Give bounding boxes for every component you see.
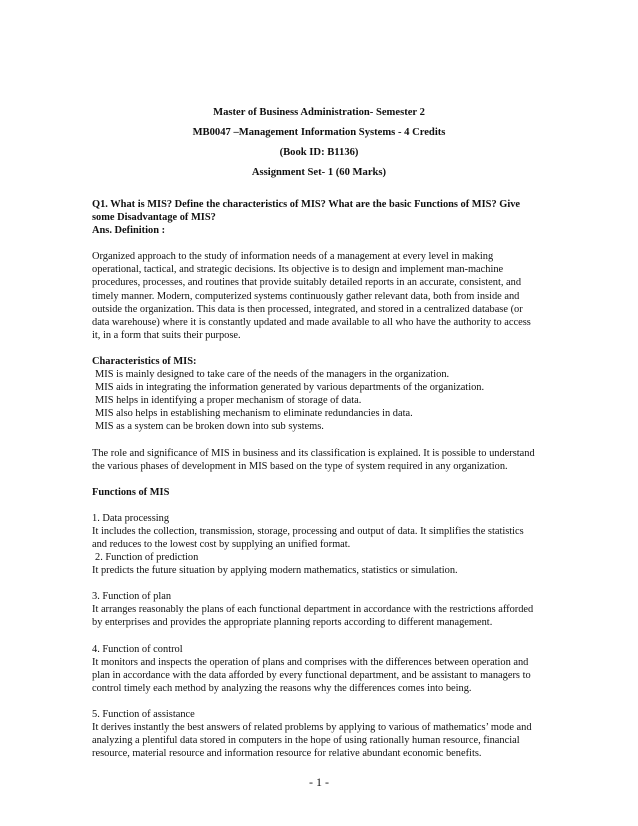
assignment-title: Assignment Set- 1 (60 Marks) [251, 167, 387, 178]
characteristics-section [92, 355, 547, 434]
paragraph-line: it, in a form that suits their purpose. [92, 329, 241, 341]
paragraph-line: It monitors and inspects the operation of plans and comprises with the differences between operation and [92, 656, 529, 668]
function-title: 4. Function of control [92, 643, 183, 655]
document-header [0, 103, 638, 183]
paragraph-line: It arranges reasonably the plans of each functional department in accordance with the restrictions afforded [92, 604, 534, 616]
role-paragraph [92, 447, 547, 473]
paragraph-line: the various phases of development in MIS based on the type of system required in any organization. [92, 460, 508, 472]
function-control [92, 643, 547, 695]
section-heading: Characteristics of MIS: [92, 355, 197, 367]
function-plan [92, 590, 547, 629]
paragraph-line: outside the organization. This data is then processed, integrated, and stored in a centralized database (or [92, 303, 523, 315]
paragraph-line: Organized approach to the study of information needs of a management at every level in making [92, 251, 494, 263]
paragraph-line: procedures, processes, and routines that provide suitably detailed reports in an accurate, consistent, and [92, 277, 522, 289]
paragraph-line: control timely each method by analyzing the reasons why the differences comes into being. [92, 682, 472, 694]
list-item: MIS aids in integrating the information generated by various departments of the organization. [95, 382, 485, 394]
paragraph-line: The role and significance of MIS in business and its classification is explained. It is possible to understand [92, 447, 535, 459]
question-line: some Disadvantage of MIS? [92, 212, 216, 224]
question-line: Q1. What is MIS? Define the characteristics of MIS? What are the basic Functions of MIS? Give [92, 199, 521, 210]
paragraph-line: It predicts the future situation by applying modern mathematics, statistics or simulation. [92, 565, 458, 577]
document-body [92, 198, 547, 773]
function-assistance [92, 708, 547, 760]
list-item: MIS is mainly designed to take care of the needs of the managers in the organization. [95, 369, 450, 381]
program-title: Master of Business Administration- Semester 2 [213, 107, 425, 118]
paragraph-line: It includes the collection, transmission, storage, processing and output of data. It simplifies the statistics [92, 525, 524, 537]
course-title: MB0047 –Management Information Systems - 4 Credits [192, 127, 446, 138]
paragraph-line: It derives instantly the best answers of related problems by applying to various of mathematics’ mode and [92, 722, 532, 733]
definition-paragraph [92, 250, 547, 342]
paragraph-line: by enterprises and provides the appropriate planning reports according to different management. [92, 617, 493, 629]
paragraph-line: resource, material resource and information resource for relative abundant economic benefits. [92, 748, 482, 760]
paragraph-line: plan in accordance with the data afforded by every functional department, and be assistant to managers to [92, 669, 531, 681]
paragraph-line: operational, tactical, and strategic decisions. Its objective is to design and implement man-machine [92, 264, 504, 276]
list-item: MIS as a system can be broken down into sub systems. [95, 421, 324, 433]
function-title: 2. Function of prediction [95, 552, 199, 564]
function-title: 3. Function of plan [92, 591, 172, 603]
paragraph-line: data warehouse) where it is constantly updated and made available to all who have the authority to access [92, 316, 531, 328]
function-title: 5. Function of assistance [92, 708, 195, 720]
answer-label: Ans. Definition : [92, 225, 166, 237]
paragraph-line: timely manner. Modern, computerized systems continuously gather relevant data, both from inside and [92, 290, 520, 302]
function-title: 1. Data processing [92, 512, 170, 524]
question-1 [92, 198, 547, 237]
section-heading: Functions of MIS [92, 486, 170, 498]
paragraph-line: analyzing a plentiful data stored in computers in the hope of using rationally human resource, financial [92, 735, 520, 747]
function-data-processing [92, 512, 547, 577]
book-id: (Book ID: B1136) [279, 147, 359, 158]
paragraph-line: and reduces to the lowest cost by supplying an unified format. [92, 538, 351, 550]
list-item: MIS also helps in establishing mechanism to eliminate redundancies in data. [95, 408, 413, 420]
page-number: - 1 - [309, 775, 329, 789]
list-item: MIS helps in identifying a proper mechanism of storage of data. [95, 395, 362, 407]
